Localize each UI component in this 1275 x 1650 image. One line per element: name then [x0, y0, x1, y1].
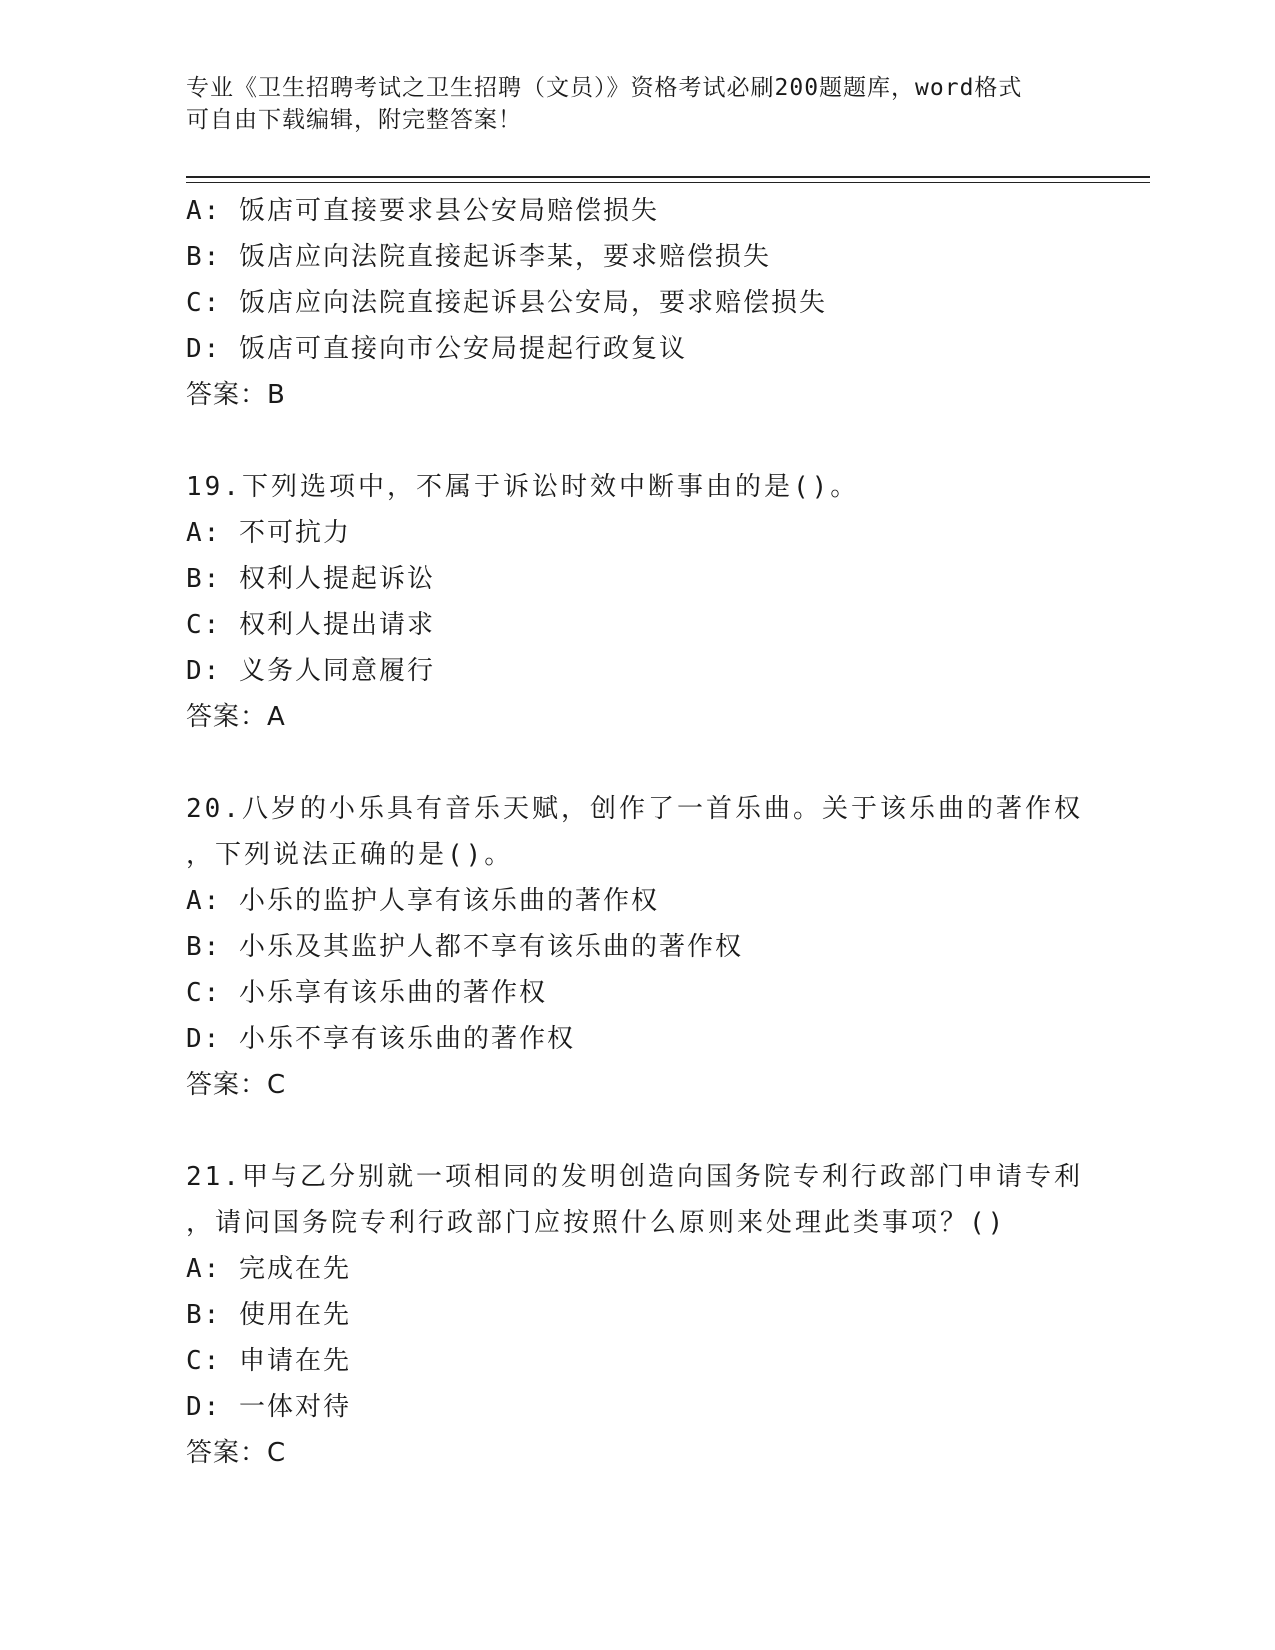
document-header: [186, 72, 1076, 136]
question-stem-continued: ，请问国务院专利行政部门应按照什么原则来处理此类事项？(): [186, 1208, 1007, 1238]
answer: 答案：C: [186, 1070, 287, 1100]
spacer: [186, 418, 1086, 464]
option-a: A: 不可抗力: [186, 518, 351, 548]
question-stem: 21.甲与乙分别就一项相同的发明创造向国务院专利行政部门申请专利: [186, 1162, 1083, 1192]
question-20: [186, 786, 1086, 1108]
header-line-2: 可自由下载编辑，附完整答案！: [186, 107, 522, 133]
spacer: [186, 1108, 1086, 1154]
question-stem-continued: ，下列说法正确的是()。: [186, 840, 514, 870]
header-line-1: 专业《卫生招聘考试之卫生招聘（文员）》资格考试必刷200题题库，word格式: [186, 75, 1023, 101]
option-d: D: 饭店可直接向市公安局提起行政复议: [186, 334, 687, 364]
question-stem: 20.八岁的小乐具有音乐天赋，创作了一首乐曲。关于该乐曲的著作权: [186, 794, 1083, 824]
option-b: B: 小乐及其监护人都不享有该乐曲的著作权: [186, 932, 743, 962]
option-a: A: 完成在先: [186, 1254, 351, 1284]
option-b: B: 使用在先: [186, 1300, 351, 1330]
option-d: D: 义务人同意履行: [186, 656, 435, 686]
option-d: D: 一体对待: [186, 1392, 351, 1422]
option-b: B: 饭店应向法院直接起诉李某，要求赔偿损失: [186, 242, 771, 272]
option-c: C: 申请在先: [186, 1346, 351, 1376]
question-list: [186, 188, 1086, 1476]
question-stem: 19.下列选项中，不属于诉讼时效中断事由的是()。: [186, 472, 860, 502]
spacer: [186, 740, 1086, 786]
option-c: C: 小乐享有该乐曲的著作权: [186, 978, 547, 1008]
header-rule-thin: [186, 182, 1150, 183]
header-rule-thick: [186, 176, 1150, 178]
option-b: B: 权利人提起诉讼: [186, 564, 435, 594]
answer: 答案：A: [186, 702, 286, 732]
option-d: D: 小乐不享有该乐曲的著作权: [186, 1024, 575, 1054]
option-c: C: 饭店应向法院直接起诉县公安局，要求赔偿损失: [186, 288, 827, 318]
answer: 答案：B: [186, 380, 286, 410]
question-18: [186, 188, 1086, 418]
answer: 答案：C: [186, 1438, 287, 1468]
question-19: [186, 464, 1086, 740]
option-a: A: 小乐的监护人享有该乐曲的著作权: [186, 886, 659, 916]
option-c: C: 权利人提出请求: [186, 610, 435, 640]
option-a: A: 饭店可直接要求县公安局赔偿损失: [186, 196, 659, 226]
question-21: [186, 1154, 1086, 1476]
